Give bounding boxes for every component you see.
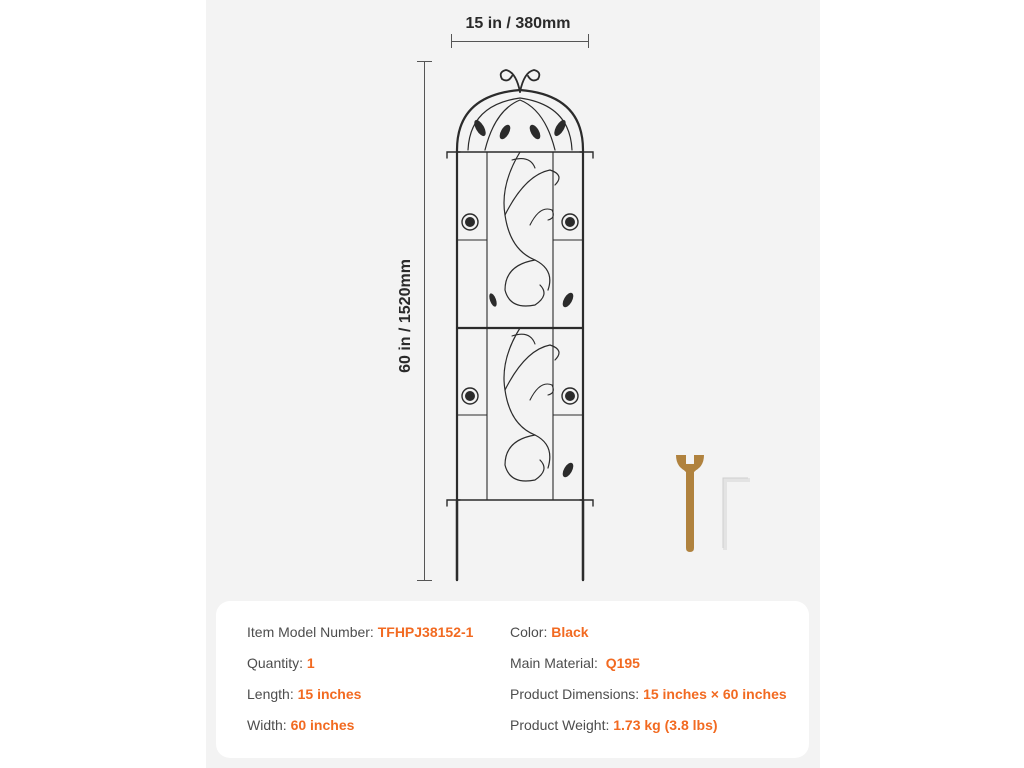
- spec-label: Color:: [510, 624, 552, 640]
- spec-value: Black: [551, 624, 589, 640]
- spec-label: Main Material:: [510, 655, 606, 671]
- flower: [465, 217, 475, 227]
- spec-value: 15 inches × 60 inches: [643, 686, 787, 702]
- spec-length: [247, 686, 361, 702]
- width-dimension-label: 15 in / 380mm: [465, 15, 571, 32]
- finial-curl: [501, 70, 520, 92]
- spec-value: TFHPJ38152-1: [377, 624, 474, 640]
- spec-product-dimensions: [510, 686, 787, 702]
- height-dimension-label: 60 in / 1520mm: [397, 259, 414, 373]
- spec-value: Q195: [605, 655, 640, 671]
- spec-quantity: [247, 655, 315, 671]
- trellis-frame: [457, 90, 583, 580]
- spec-value: 1: [306, 655, 315, 671]
- spec-color: [510, 624, 589, 640]
- spec-label: Length:: [247, 686, 298, 702]
- spec-product-weight: [510, 717, 718, 733]
- spec-label: Product Dimensions:: [510, 686, 644, 702]
- leaf: [472, 118, 488, 138]
- spec-model-number: [247, 624, 473, 640]
- spec-label: Quantity:: [247, 655, 307, 671]
- spec-value: 1.73 kg (3.8 lbs): [613, 717, 718, 733]
- spec-label: Product Weight:: [510, 717, 614, 733]
- spec-value: 15 inches: [297, 686, 362, 702]
- spec-label: Width:: [247, 717, 291, 733]
- hex-key-icon: [725, 480, 748, 548]
- spec-width: [247, 717, 354, 733]
- spec-main-material: [510, 655, 640, 671]
- spec-value: 60 inches: [290, 717, 355, 733]
- spec-label: Item Model Number:: [247, 624, 378, 640]
